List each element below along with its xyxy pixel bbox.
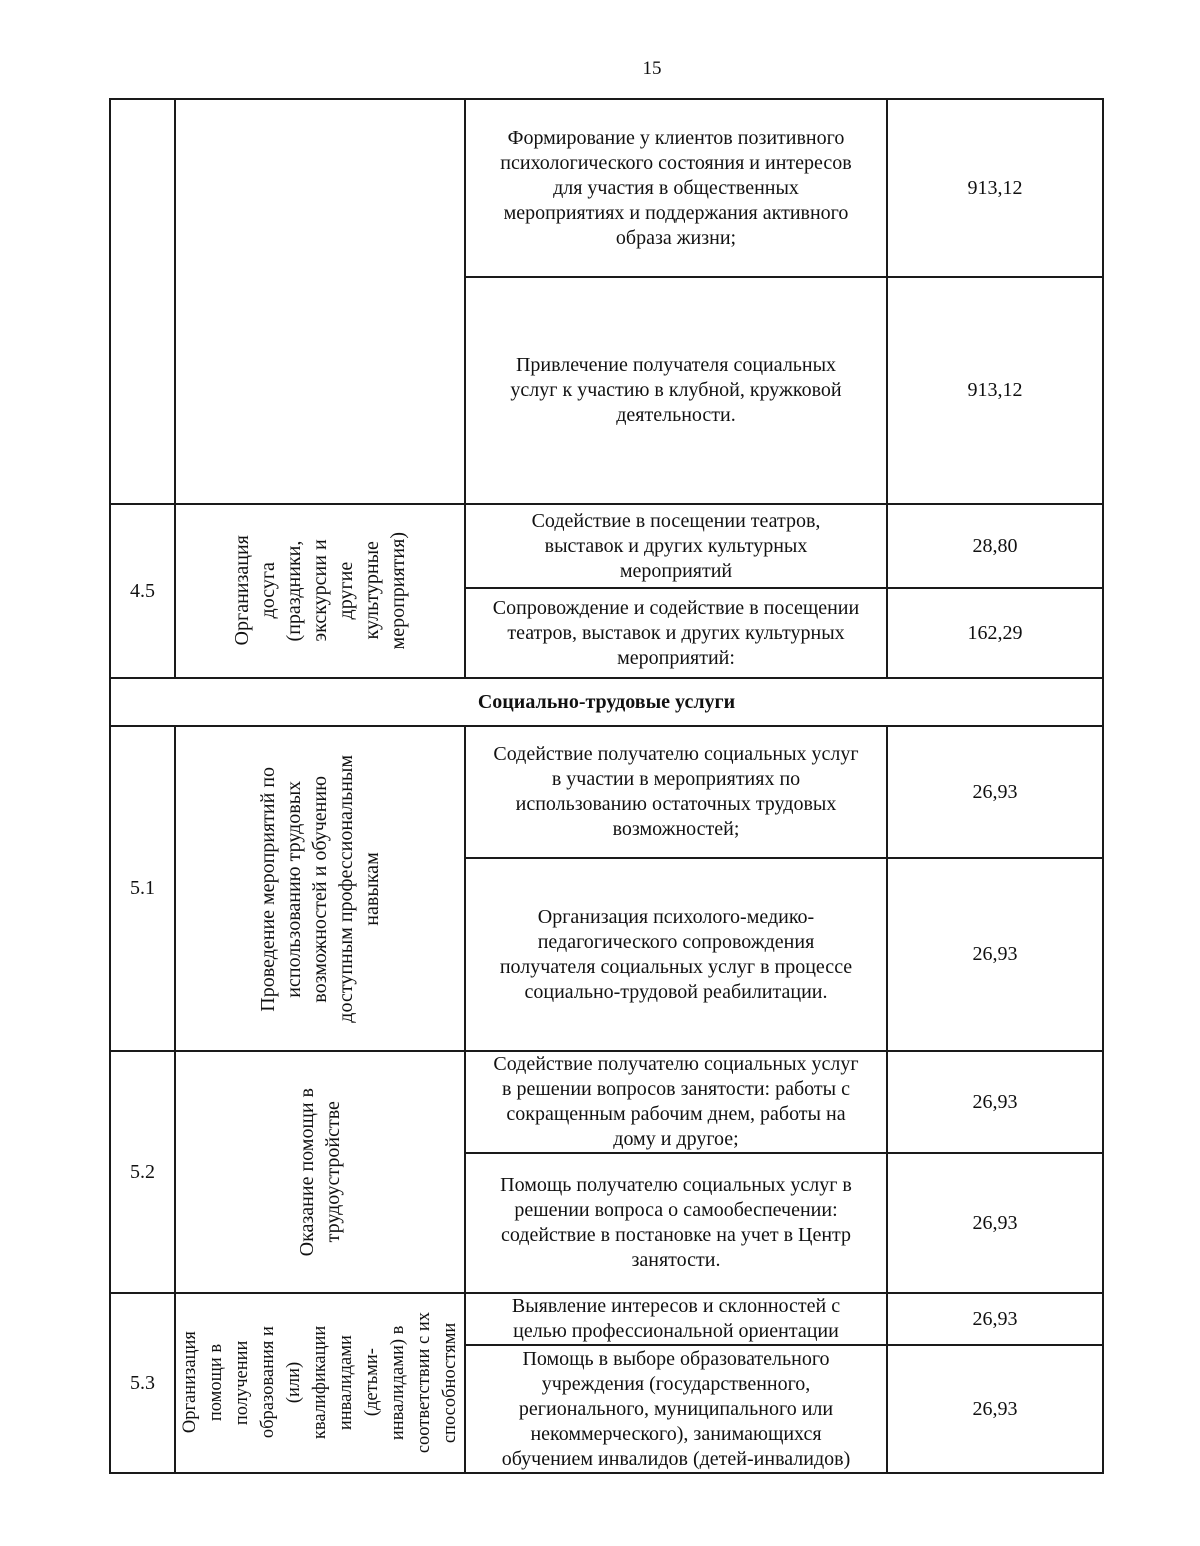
service-price: 26,93 [887,1051,1103,1153]
service-price: 26,93 [887,858,1103,1051]
service-price: 26,93 [887,726,1103,858]
service-price: 162,29 [887,588,1103,678]
table-row [110,726,1103,858]
service-price: 913,12 [887,99,1103,277]
services-table [109,98,1104,1474]
item-number: 5.2 [110,1051,175,1293]
service-description: Содействие получателю социальных услуг в решении вопросов занятости: работы с сокращенным рабочим днем, работы на дому и другое; [465,1051,887,1153]
item-name: Организация помощи в получении образования и (или) квалификации инвалидами (детьми- инвалидами) в соответствии с их способностями [180,1312,460,1454]
service-price: 26,93 [887,1345,1103,1473]
service-description: Формирование у клиентов позитивного психологического состояния и интересов для участия в общественных мероприятиях и поддержания активного образа жизни; [465,99,887,277]
item-name-cell [175,99,465,504]
item-name: Организация досуга (праздники, экскурсии и другие культурные мероприятия) [231,532,409,650]
service-description: Привлечение получателя социальных услуг к участию в клубной, кружковой деятельности. [465,277,887,504]
service-price: 26,93 [887,1293,1103,1345]
item-name: Проведение мероприятий по использованию трудовых возможностей и обучению доступным профессиональным навыкам [257,754,383,1023]
item-name-cell [175,726,465,1051]
section-title: Социально-трудовые услуги [110,678,1103,726]
service-description: Помощь в выборе образовательного учреждения (государственного, регионального, муниципального или некоммерческого), занимающихся обучением инвалидов (детей-инвалидов) [465,1345,887,1473]
service-description: Содействие получателю социальных услуг в участии в мероприятиях по использованию остаточных трудовых возможностей; [465,726,887,858]
page-number: 15 [642,58,662,79]
item-name-cell [175,1051,465,1293]
item-number: 5.1 [110,726,175,1051]
item-number: 4.5 [110,504,175,678]
service-description: Помощь получателю социальных услуг в решении вопроса о самообеспечении: содействие в постановке на учет в Центр занятости. [465,1153,887,1293]
table-row [110,99,1103,277]
item-name-cell [175,504,465,678]
table-row [110,1051,1103,1153]
item-number: 5.3 [110,1293,175,1473]
service-price: 913,12 [887,277,1103,504]
service-description: Организация психолого-медико- педагогического сопровождения получателя социальных услуг в процессе социально-трудовой реабилитации. [465,858,887,1051]
item-name-cell [175,1293,465,1473]
table-row [110,504,1103,588]
service-price: 28,80 [887,504,1103,588]
table-row [110,1293,1103,1345]
item-number-cell [110,99,175,504]
service-description: Содействие в посещении театров, выставок и других культурных мероприятий [465,504,887,588]
item-name: Оказание помощи в трудоустройстве [296,1087,344,1257]
service-description: Сопровождение и содействие в посещении театров, выставок и других культурных мероприятий: [465,588,887,678]
section-header-row [110,678,1103,726]
service-description: Выявление интересов и склонностей с целью профессиональной ориентации [465,1293,887,1345]
service-price: 26,93 [887,1153,1103,1293]
